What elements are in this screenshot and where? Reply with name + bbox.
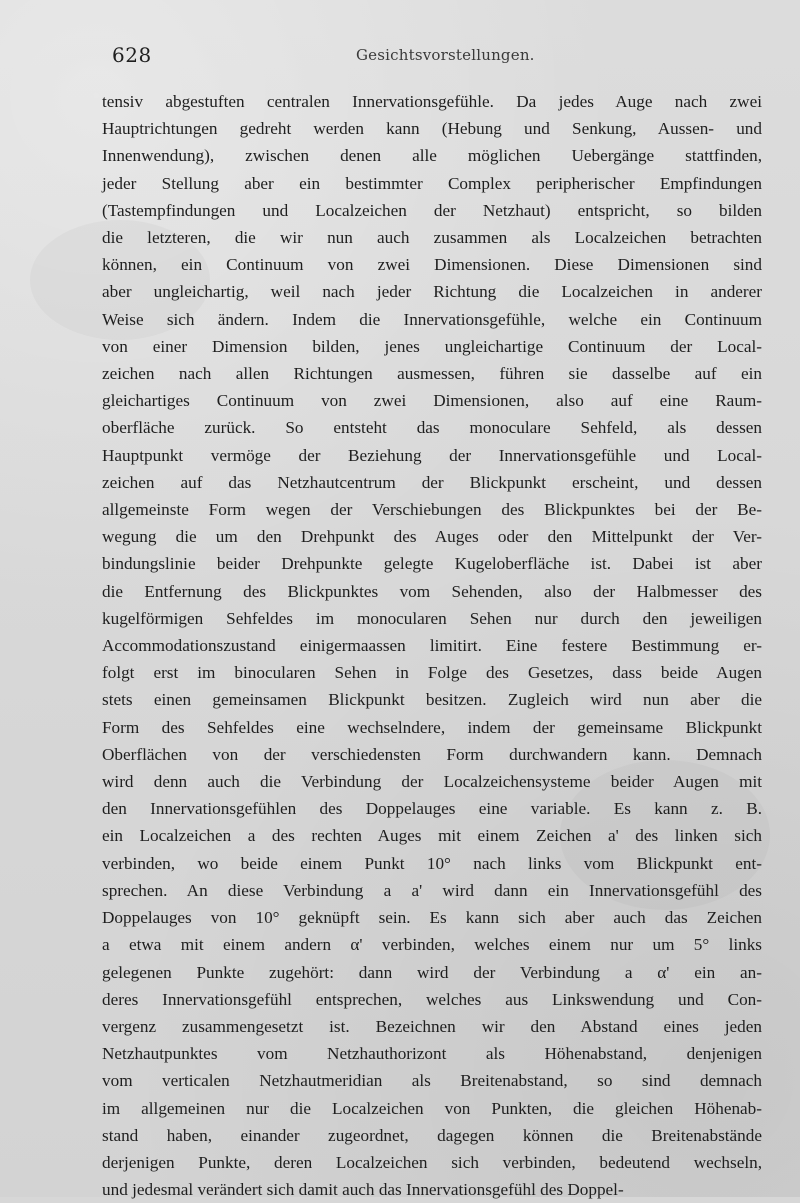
text-line: stand haben, einander zugeordnet, dagegen können die Breitenabstände [102,1125,762,1145]
text-line: verbinden, wo beide einem Punkt 10° nach links vom Blickpunkt ent- [102,853,762,873]
text-line: jeder Stellung aber ein bestimmter Complex peripherischer Empfindungen [102,173,762,193]
text-line: aber ungleichartig, weil nach jeder Richtung die Localzeichen in anderer [102,282,762,302]
running-head: Gesichtsvorstellungen. [356,46,535,64]
text-line: vergenz zusammengesetzt ist. Bezeichnen wir den Abstand eines jeden [102,1016,762,1036]
text-line: Weise sich ändern. Indem die Innervationsgefühle, welche ein Continuum [102,309,762,329]
text-line: (Tastempfindungen und Localzeichen der Netzhaut) entspricht, so bilden [102,200,762,220]
text-line: gelegenen Punkte zugehört: dann wird der Verbindung a α' ein an- [102,962,762,982]
text-line: können, ein Continuum von zwei Dimensionen. Diese Dimensionen sind [102,255,762,275]
text-line: sprechen. An diese Verbindung a a' wird dann ein Innervationsgefühl des [102,880,762,900]
text-line: die Entfernung des Blickpunktes vom Sehenden, also der Halbmesser des [102,581,762,601]
text-line: vom verticalen Netzhautmeridian als Breitenabstand, so sind demnach [102,1071,762,1091]
text-line: Accommodationszustand einigermaassen limitirt. Eine festere Bestimmung er- [102,636,762,656]
text-line: Hauptpunkt vermöge der Beziehung der Innervationsgefühle und Local- [102,445,762,465]
text-line: Netzhautpunktes vom Netzhauthorizont als Höhenabstand, denjenigen [102,1044,762,1064]
text-line: ein Localzeichen a des rechten Auges mit einem Zeichen a' des linken sich [102,826,762,846]
text-line: von einer Dimension bilden, jenes ungleichartige Continuum der Local- [102,336,762,356]
text-line: zeichen nach allen Richtungen ausmessen, führen sie dasselbe auf ein [102,364,762,384]
page-number: 628 [112,43,152,67]
text-line: und jedesmal verändert sich damit auch das Innervationsgefühl des Doppel- [102,1180,624,1200]
text-line: den Innervationsgefühlen des Doppelauges eine variable. Es kann z. B. [102,799,762,819]
text-line: zeichen auf das Netzhautcentrum der Blickpunkt erscheint, und dessen [102,472,762,492]
text-line: Form des Sehfeldes eine wechselndere, indem der gemeinsame Blickpunkt [102,717,762,737]
text-line: Oberflächen von der verschiedensten Form durchwandern kann. Demnach [102,744,762,764]
text-line: wegung die um den Drehpunkt des Auges oder den Mittelpunkt der Ver- [102,527,762,547]
text-line: gleichartiges Continuum von zwei Dimensionen, also auf eine Raum- [102,391,762,411]
text-line: stets einen gemeinsamen Blickpunkt besitzen. Zugleich wird nun aber die [102,690,762,710]
text-line: deres Innervationsgefühl entsprechen, welches aus Linkswendung und Con- [102,989,762,1009]
text-line: kugelförmigen Sehfeldes im monocularen Sehen nur durch den jeweiligen [102,608,762,628]
text-line: a etwa mit einem andern α' verbinden, welches einem nur um 5° links [102,935,762,955]
text-line: im allgemeinen nur die Localzeichen von Punkten, die gleichen Höhenab- [102,1098,762,1118]
text-line: folgt erst im binocularen Sehen in Folge des Gesetzes, dass beide Augen [102,663,762,683]
text-line: Innenwendung), zwischen denen alle möglichen Uebergänge stattfinden, [102,146,762,166]
text-line: bindungslinie beider Drehpunkte gelegte Kugeloberfläche ist. Dabei ist aber [102,554,762,574]
text-line: Hauptrichtungen gedreht werden kann (Hebung und Senkung, Aussen- und [102,119,762,139]
text-line: allgemeinste Form wegen der Verschiebungen des Blickpunktes bei der Be- [102,500,762,520]
body-text [102,88,762,1203]
text-line: Doppelauges von 10° geknüpft sein. Es kann sich aber auch das Zeichen [102,908,762,928]
text-line: oberfläche zurück. So entsteht das monoculare Sehfeld, als dessen [102,418,762,438]
text-line: derjenigen Punkte, deren Localzeichen sich verbinden, bedeutend wechseln, [102,1152,762,1172]
text-line: wird denn auch die Verbindung der Localzeichensysteme beider Augen mit [102,772,762,792]
text-line: tensiv abgestuften centralen Innervationsgefühle. Da jedes Auge nach zwei [102,92,762,111]
text-line: die letzteren, die wir nun auch zusammen als Localzeichen betrachten [102,228,762,248]
